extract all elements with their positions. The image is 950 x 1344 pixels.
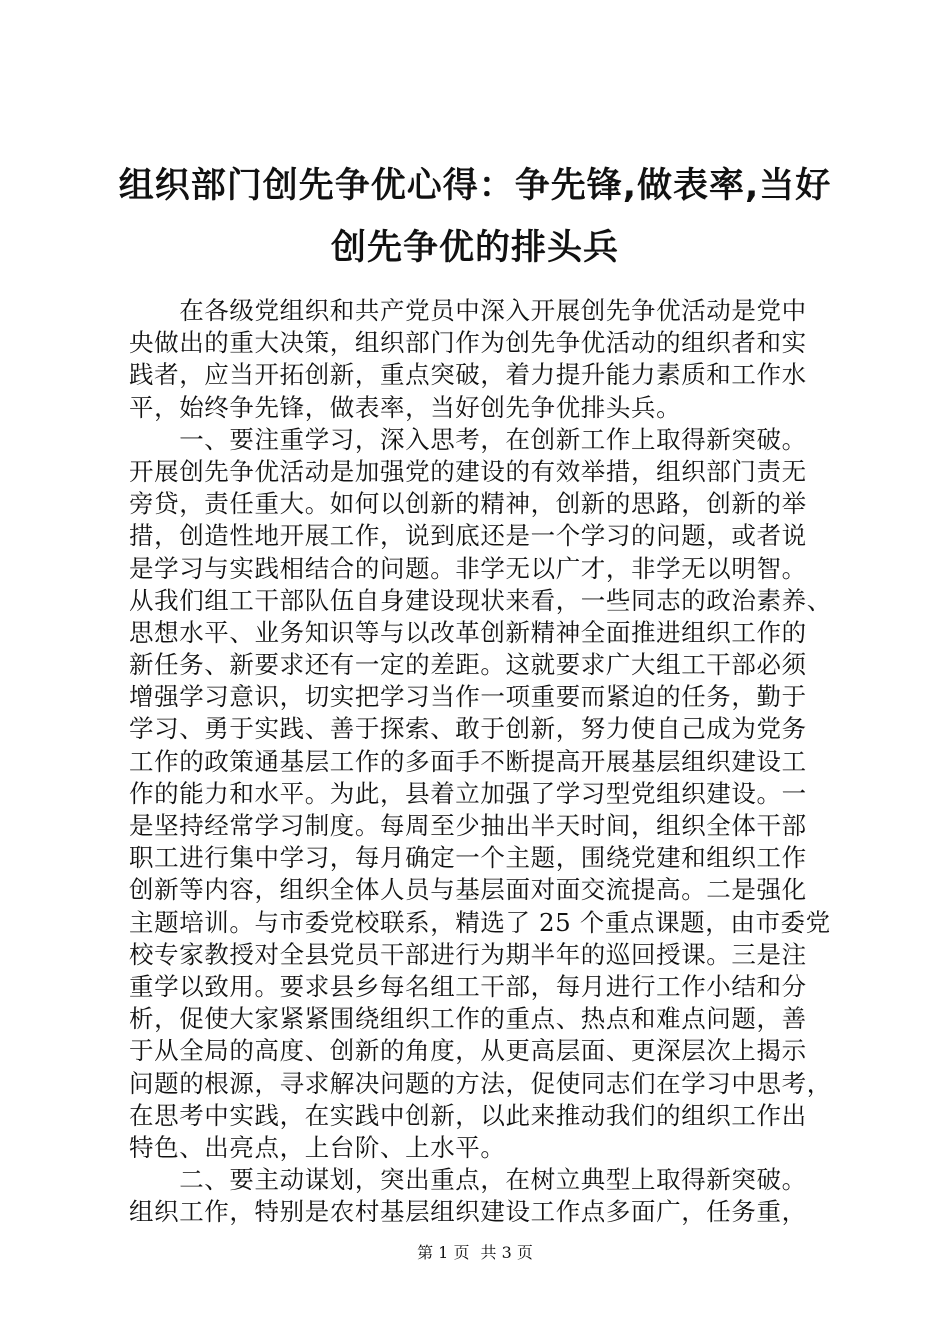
body-line: 校专家教授对全县党员干部进行为期半年的巡回授课。三是注 [129,939,807,969]
document-body [129,295,832,1228]
body-line: 开展创先争优活动是加强党的建设的有效举措，组织部门责无 [129,456,807,486]
page-number: 第 1 页 [417,1243,470,1262]
body-line: 央做出的重大决策，组织部门作为创先争优活动的组织者和实 [129,328,807,358]
body-line: 析，促使大家紧紧围绕组织工作的重点、热点和难点问题，善 [129,1004,807,1034]
body-line: 重学以致用。要求县乡每名组工干部，每月进行工作小结和分 [129,971,807,1001]
body-line: 问题的根源，寻求解决问题的方法，促使同志们在学习中思考， [129,1068,832,1098]
body-line: 措，创造性地开展工作，说到底还是一个学习的问题，或者说 [129,521,807,551]
body-line: 一、要注重学习，深入思考，在创新工作上取得新突破。 [129,424,807,454]
body-line: 在各级党组织和共产党员中深入开展创先争优活动是党中 [129,296,807,325]
body-line: 新任务、新要求还有一定的差距。这就要求广大组工干部必须 [129,650,807,680]
body-line: 创新等内容，组织全体人员与基层面对面交流提高。二是强化 [129,875,807,905]
body-line: 于从全局的高度、创新的角度，从更高层面、更深层次上揭示 [129,1036,807,1066]
body-line: 学习、勇于实践、善于探索、敢于创新，努力使自己成为党务 [129,714,807,744]
body-line: 二、要主动谋划，突出重点，在树立典型上取得新突破。 [129,1165,807,1195]
body-line: 平，始终争先锋，做表率，当好创先争优排头兵。 [129,392,682,422]
page-footer [0,1243,950,1263]
body-line: 践者，应当开拓创新，重点突破，着力提升能力素质和工作水 [129,360,807,390]
body-line: 工作的政策通基层工作的多面手不断提高开展基层组织建设工 [129,746,807,776]
body-line: 旁贷，责任重大。如何以创新的精神，创新的思路，创新的举 [129,489,807,519]
body-line: 增强学习意识，切实把学习当作一项重要而紧迫的任务，勤于 [129,682,807,712]
page-total: 共 3 页 [480,1243,533,1262]
body-line: 特色、出亮点，上台阶、上水平。 [129,1132,506,1162]
body-line: 从我们组工干部队伍自身建设现状来看，一些同志的政治素养、 [129,585,832,615]
title-line-2: 创先争优的排头兵 [330,228,619,268]
body-line: 是学习与实践相结合的问题。非学无以广才，非学无以明智。 [129,553,807,583]
body-line: 作的能力和水平。为此，县着立加强了学习型党组织建设。一 [129,778,807,808]
document-title [110,155,840,279]
body-line: 组织工作，特别是农村基层组织建设工作点多面广，任务重， [129,1197,807,1227]
title-line-1: 组织部门创先争优心得：争先锋,做表率,当好 [118,166,832,206]
body-line: 职工进行集中学习，每月确定一个主题，围绕党建和组织工作 [129,843,807,873]
body-line: 是坚持经常学习制度。每周至少抽出半天时间，组织全体干部 [129,811,807,840]
body-line: 思想水平、业务知识等与以改革创新精神全面推进组织工作的 [129,617,807,647]
body-line: 在思考中实践，在实践中创新，以此来推动我们的组织工作出 [129,1100,807,1130]
body-line: 主题培训。与市委党校联系，精选了 25 个重点课题，由市委党 [129,907,831,937]
